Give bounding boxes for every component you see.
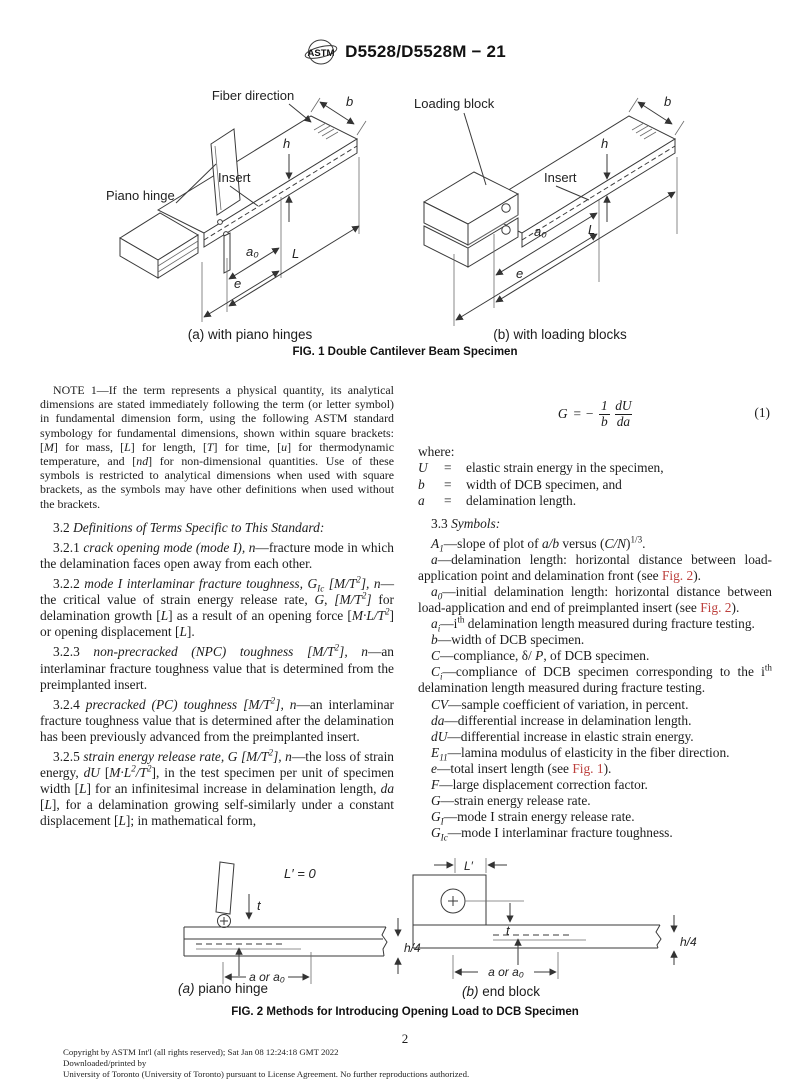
copyright-line: Copyright by ASTM Int'l (all rights reserved); Sat Jan 08 12:24:18 GMT 2022 xyxy=(63,1047,339,1057)
fig1a-dim-e: e xyxy=(234,276,242,291)
fig2a-label-h-over-4: h/4 xyxy=(404,941,421,955)
symbol-item: a—delamination length: horizontal distance between load-application point and delamination front (see Fig. 2). xyxy=(418,551,772,583)
fig1a-piano-hinge-diagram xyxy=(68,82,398,327)
equation-expression: G = − $\frac{1}{b}$ $\frac{dU}{da}$ xyxy=(557,398,632,429)
body-columns xyxy=(40,383,772,841)
symbol-item: $C_i—compliance$ of DCB specimen corresponding to the $i^{th}$ delamination length measured during fracture testing. xyxy=(418,662,772,696)
fig1a-dim-a0: a₀ xyxy=(246,244,259,259)
fig1a-caption: (a) with piano hinges xyxy=(187,327,313,342)
fig2b-label-t: t xyxy=(506,923,510,938)
equation-1 xyxy=(418,391,772,437)
left-column xyxy=(40,383,394,841)
fig1b-loading-block-diagram xyxy=(406,82,726,327)
fig1a-label-fiber-direction: Fiber direction xyxy=(211,88,295,103)
fig2b-label-h-over-4: h/4 xyxy=(680,935,697,949)
fig2b-label-lprime: L′ xyxy=(464,859,473,873)
fraction-dU-over-da: $\frac{dU}{da}$ xyxy=(615,398,632,429)
section-3-2-2: 3.2.2 mode I interlaminar fracture toughness, $G_{Ic}$ $[M/T^2]$, n—the critical value of strain energy release rate, G, $[M/T^2]$ for delamination growth [L] as a result of an opening force $[M\cdot L/T^2]$ or opening displacement [L]. xyxy=(40,574,395,640)
document-header xyxy=(0,38,810,66)
fig2a-label-lprime-zero: L′ = 0 xyxy=(284,866,316,881)
astm-logo-icon xyxy=(304,38,338,66)
fig2a-caption: (a) piano hinge xyxy=(178,981,269,996)
page-number: 2 xyxy=(401,1031,409,1046)
section-3-2-3: 3.2.3 non-precracked (NPC) toughness $[M/T^2]$, n—an interlaminar fracture toughness value that is determined from the preimplanted insert. xyxy=(40,643,394,692)
fraction-1-over-b: $\frac{1}{b}$ xyxy=(601,398,608,429)
symbol-item: G—strain energy release rate. xyxy=(431,793,591,809)
section-3-2-1: 3.2.1 crack opening mode (mode I), n—fracture mode in which the delamination faces open away from each other. xyxy=(40,539,394,572)
symbol-item: CV—sample coefficient of variation, in percent. xyxy=(431,696,689,712)
symbol-item: $G_I—mode$ I strain energy release rate. xyxy=(431,809,635,827)
fig1a-dim-L: L xyxy=(292,246,300,261)
equation-number: (1) xyxy=(754,405,770,420)
fig2b-caption: (b) end block xyxy=(462,984,541,999)
fig1a-dim-b: b xyxy=(346,94,354,109)
fig1b-label-insert: Insert xyxy=(544,170,577,185)
symbol-item: e—total insert length (see Fig. 1). xyxy=(431,760,612,776)
section-3-2-5: 3.2.5 strain energy release rate, G $[M/T^2]$, n—the loss of strain energy, dU $[M\cdot L^2/T^2]$, in the test specimen per unit of specimen width [L] for an infinitesimal increase in delamination length, da [L], for a delamination growing self-similarly under a constant displacement [L]; in mathematical form, xyxy=(40,747,395,829)
fig1b-dim-L: L xyxy=(588,222,596,237)
fig1-title: FIG. 1 Double Cantilever Beam Specimen xyxy=(292,346,518,358)
section-3-2-4: 3.2.4 precracked (PC) toughness $[M/T^2]$, n—an interlaminar fracture toughness value that is determined after the delamination has been previously advanced from the preimplanted insert. xyxy=(40,695,394,744)
symbol-item: C—compliance, δ/ P, of DCB specimen. xyxy=(431,648,650,664)
copyright-line: University of Toronto (University of Toronto) pursuant to License Agreement. No further reproductions authorized. xyxy=(63,1069,470,1079)
where-list: U = elastic strain energy in the specimen, b = width of DCB specimen, and a = delamination length. xyxy=(418,460,664,508)
fig1b-dim-h: h xyxy=(601,136,609,151)
fig1a-label-piano-hinge: Piano hinge xyxy=(106,188,175,203)
fig1b-label-loading-block: Loading block xyxy=(414,96,495,111)
symbol-item: $a_i—i^{th}$ delamination length measured during fracture testing. xyxy=(431,614,755,634)
symbol-item: $a_0—initial$ delamination length: horizontal distance between load-application and end of preimplanted insert (see Fig. 2). xyxy=(418,583,772,615)
symbol-item: $E_{11}—lamina$ modulus of elasticity in the fiber direction. xyxy=(431,744,730,763)
note-1: NOTE 1—If the term represents a physical quantity, its analytical dimensions are stated immediately following the term (or letter symbol) in fundamental dimension form, using the following ASTM standard symbology for fundamental dimensions, shown within square brackets: [M] for mass, [L] for length, [T] for time, [u] for thermodynamic temperature, and [nd] for non-dimensional quantities. Use of these symbols is restricted to analytical dimensions when used with square brackets, as the symbols may have other definitions when used without the brackets. xyxy=(40,383,394,511)
fig2b-end-block-side-view xyxy=(398,853,708,993)
symbol-item: $G_{Ic}—mode$ I interlaminar fracture toughness. xyxy=(431,825,673,843)
svg-text:ASTM: ASTM xyxy=(307,48,335,59)
fig2a-piano-hinge-side-view xyxy=(136,856,426,988)
fig2b-label-a-or-a0: a or a₀ xyxy=(488,965,524,979)
fig1b-dim-b: b xyxy=(664,94,672,109)
symbol-item: b—width of DCB specimen. xyxy=(431,632,585,648)
fig1a-dim-h: h xyxy=(283,136,291,151)
fig1a-label-insert: Insert xyxy=(218,170,251,185)
fig2-title: FIG. 2 Methods for Introducing Opening Load to DCB Specimen xyxy=(231,1006,579,1018)
section-3-2: 3.2 Definitions of Terms Specific to This Standard: xyxy=(53,519,325,535)
fig1b-dim-a0: a₀ xyxy=(534,224,547,239)
fig2a-label-t: t xyxy=(257,898,261,913)
fig2a-label-a-or-a0: a or a₀ xyxy=(249,970,285,984)
fig1b-dim-e: e xyxy=(516,266,524,281)
copyright-block xyxy=(63,1047,683,1080)
document-designation: D5528/D5528M − 21 xyxy=(345,42,506,61)
right-column xyxy=(418,383,772,841)
fig1b-caption: (b) with loading blocks xyxy=(493,327,627,342)
symbol-item: F—large displacement correction factor. xyxy=(431,777,648,792)
symbol-item: da—differential increase in delamination length. xyxy=(431,712,692,728)
symbol-item: dU—differential increase in elastic strain energy. xyxy=(431,728,694,744)
section-3-3: 3.3 Symbols: xyxy=(431,515,501,531)
copyright-line: Downloaded/printed by xyxy=(63,1058,147,1068)
symbol-item: $A_1—slope$ of plot of a/b versus $(C/N)^{1/3}$. xyxy=(431,534,646,554)
where-label: where: xyxy=(418,444,455,459)
